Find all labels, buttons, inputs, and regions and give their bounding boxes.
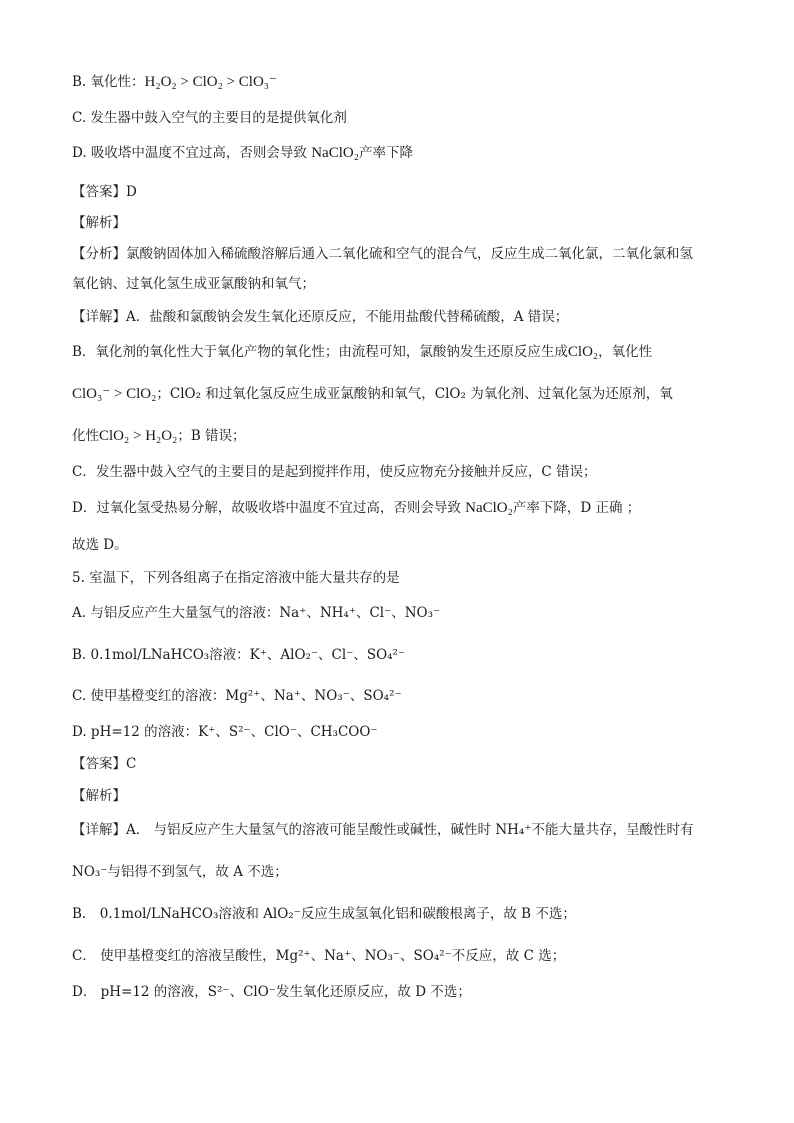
- text-line: [72, 498, 640, 518]
- body-text: A. 与铝反应产生大量氢气的溶液：Na⁺、NH₄⁺、Cl⁻、NO₃⁻: [72, 605, 441, 621]
- text-line: [72, 143, 413, 163]
- body-text: C. 发生器中鼓入空气的主要目的是提供氧化剂: [72, 110, 347, 126]
- body-text: D．过氧化氢受热易分解，故吸收塔中温度不宜过高，否则会导致: [72, 500, 466, 516]
- text-line: [72, 462, 596, 482]
- formula-text: H₂O₂ > ClO₂ > ClO₃⁻: [144, 74, 277, 90]
- text-line: [72, 342, 652, 362]
- formula-text: ClO₂ > H₂O₂: [99, 428, 178, 444]
- body-text: D. pH=12 的溶液：K⁺、S²⁻、ClO⁻、CH₃COO⁻: [72, 724, 378, 740]
- body-text: D． pH=12 的溶液，S²⁻、ClO⁻发生氧化还原反应，故 D 不选；: [72, 984, 471, 1000]
- body-text: B．氧化剂的氧化性大于氧化产物的氧化性；由流程可知，氯酸钠发生还原反应生成: [72, 344, 568, 360]
- body-text: 【解析】: [72, 788, 126, 804]
- text-line: [72, 108, 347, 128]
- body-text: 产率下降: [358, 145, 413, 161]
- formula-text: ClO₂: [567, 344, 599, 360]
- body-text: 【解析】: [72, 215, 126, 231]
- body-text: B. 0.1mol/LNaHCO₃溶液：K⁺、AlO₂⁻、Cl⁻、SO₄²⁻: [72, 647, 406, 663]
- body-text: 【详解】A．盐酸和氯酸钠会发生氧化还原反应，不能用盐酸代替稀硫酸，A 错误；: [72, 309, 569, 325]
- text-line: [72, 686, 402, 706]
- text-line: [72, 244, 693, 264]
- body-text: ；ClO₂ 和过氧化氢反应生成亚氯酸钠和氧气，ClO₂ 为氧化剂、过氧化氢为还原剂，氧: [156, 386, 673, 402]
- body-text: ，氧化性: [598, 344, 653, 360]
- body-text: 故选 D。: [72, 537, 128, 553]
- body-text: C． 使甲基橙变红的溶液呈酸性，Mg²⁺、Na⁺、NO₃⁻、SO₄²⁻不反应，故 C 选；: [72, 948, 566, 964]
- body-text: 【答案】D: [72, 184, 137, 200]
- text-line: [72, 274, 315, 294]
- body-text: D. 吸收塔中温度不宜过高，否则会导致: [72, 145, 312, 161]
- body-text: 5. 室温下，下列各组离子在指定溶液中能大量共存的是: [72, 570, 400, 586]
- text-line: [72, 982, 471, 1002]
- text-line: [72, 72, 277, 92]
- body-text: ；B 错误；: [177, 428, 246, 444]
- body-text: NO₃⁻与铝得不到氢气，故 A 不选；: [72, 864, 288, 880]
- text-line: [72, 307, 568, 327]
- body-text: 【详解】A． 与铝反应产生大量氢气的溶液可能呈酸性或碱性，碱性时 NH₄⁺不能大量共存，呈酸性时有: [72, 822, 694, 838]
- body-text: 【答案】C: [72, 756, 137, 772]
- text-line: [72, 213, 126, 233]
- text-line: [72, 645, 405, 665]
- body-text: B． 0.1mol/LNaHCO₃溶液和 AlO₂⁻反应生成氢氧化铝和碳酸根离子，故 B 不选；: [72, 906, 576, 922]
- text-line: [72, 786, 126, 806]
- formula-text: ClO₃⁻ > ClO₂: [72, 386, 157, 402]
- body-text: B. 氧化性：: [72, 74, 145, 90]
- body-text: 氧化钠、过氧化氢生成亚氯酸钠和氧气；: [72, 276, 315, 292]
- text-line: [72, 862, 288, 882]
- text-line: [72, 904, 576, 924]
- text-line: [72, 722, 378, 742]
- body-text: C. 使甲基橙变红的溶液：Mg²⁺、Na⁺、NO₃⁻、SO₄²⁻: [72, 688, 402, 704]
- text-line: [72, 568, 400, 588]
- body-text: 【分析】氯酸钠固体加入稀硫酸溶解后通入二氧化硫和空气的混合气，反应生成二氧化氯，二氧化氯和氢: [72, 246, 693, 262]
- text-line: [72, 820, 693, 840]
- body-text: 产率下降，D 正确 ；: [512, 500, 641, 516]
- formula-text: NaClO₂: [311, 145, 359, 161]
- text-line: [72, 603, 440, 623]
- body-text: C．发生器中鼓入空气的主要目的是起到搅拌作用，使反应物充分接触并反应，C 错误；: [72, 464, 597, 480]
- text-line: [72, 182, 137, 202]
- text-line: [72, 426, 246, 446]
- text-line: [72, 754, 136, 774]
- body-text: 化性: [72, 428, 99, 444]
- text-line: [72, 946, 565, 966]
- text-line: [72, 535, 128, 555]
- text-line: [72, 384, 673, 404]
- formula-text: NaClO₂: [465, 500, 513, 516]
